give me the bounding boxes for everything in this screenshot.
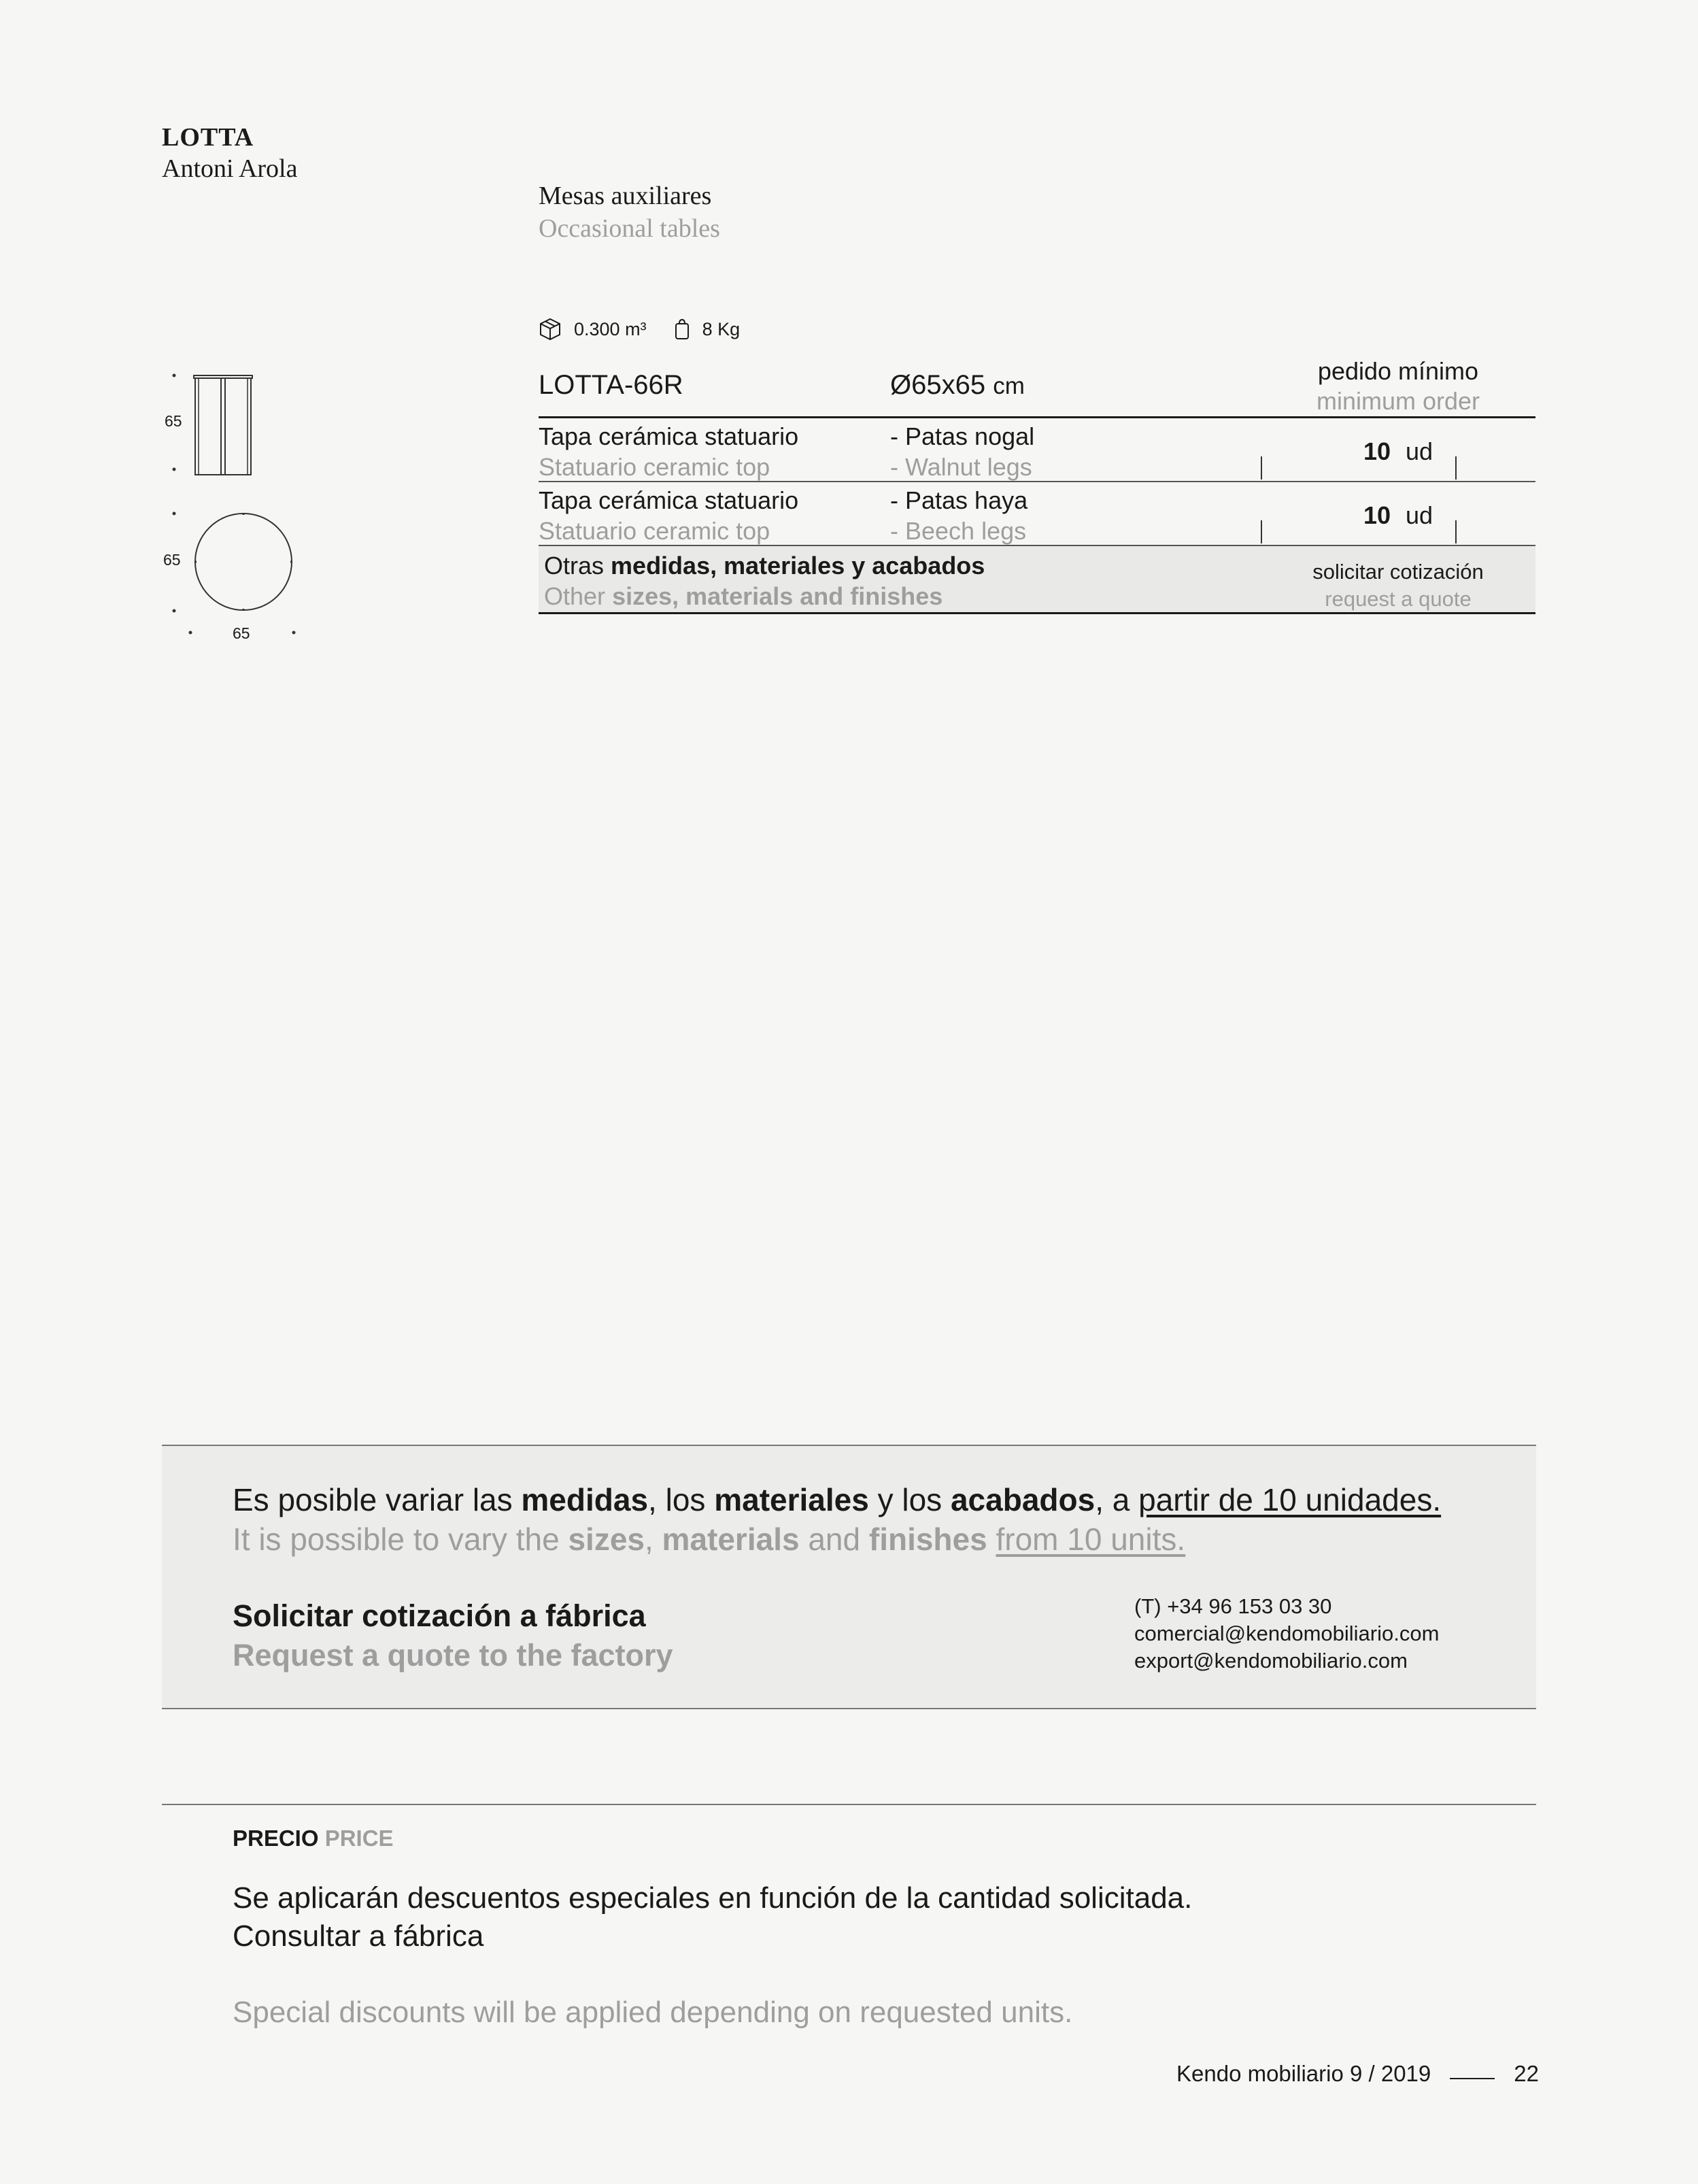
dimension-unit: cm (993, 373, 1025, 399)
footer-divider (1450, 2078, 1495, 2079)
price-title-en: PRICE (324, 1826, 394, 1851)
factory-quote-title-en: Request a quote to the factory (233, 1638, 673, 1673)
qty-divider (1455, 456, 1457, 480)
contact-info (1134, 1593, 1439, 1675)
customization-text-en: It is possible to vary the sizes, materials and finishes from 10 units. (233, 1522, 1186, 1557)
category-es: Mesas auxiliares (539, 182, 712, 210)
box-icon (539, 317, 562, 341)
weight-icon (674, 318, 690, 341)
product-dimension (890, 370, 1025, 401)
min-order-qty (1261, 501, 1535, 530)
top-material-es: Tapa cerámica statuario (539, 422, 799, 450)
qty-value: 10 (1363, 501, 1391, 529)
qty-divider (1261, 520, 1262, 543)
designer-name: Antoni Arola (162, 154, 298, 183)
front-view-drawing (194, 375, 252, 475)
top-material-es: Tapa cerámica statuario (539, 486, 799, 514)
min-order-en: minimum order (1316, 387, 1480, 415)
qty-divider (1455, 520, 1457, 543)
front-height-label: 65 (165, 412, 182, 430)
qty-unit: ud (1406, 437, 1433, 465)
technical-drawings (156, 360, 313, 650)
price-divider (162, 1804, 1536, 1805)
customization-text-es: Es posible variar las medidas, los materiales y los acabados, a partir de 10 unidades. (233, 1482, 1442, 1517)
factory-quote-title-es: Solicitar cotización a fábrica (233, 1598, 646, 1633)
other-options-en: Other sizes, materials and finishes (544, 582, 943, 610)
page-footer (1176, 2061, 1539, 2087)
category-en: Occasional tables (539, 214, 720, 243)
request-quote-es: solicitar cotización (1312, 560, 1484, 584)
min-units-link-en[interactable]: from 10 units. (996, 1522, 1186, 1557)
table-row (539, 482, 1535, 546)
dimension-value: Ø65x65 (890, 370, 986, 400)
weight-value: 8 Kg (702, 318, 741, 339)
phone-number[interactable]: (T) +34 96 153 03 30 (1134, 1594, 1332, 1618)
legs-material-en: - Beech legs (890, 517, 1027, 545)
qty-divider (1261, 456, 1262, 480)
catalog-name: Kendo mobiliario 9 / 2019 (1176, 2061, 1431, 2086)
qty-unit: ud (1406, 501, 1433, 529)
product-code: LOTTA-66R (539, 370, 683, 400)
price-text-es-2: Consultar a fábrica (233, 1919, 484, 1953)
price-text-en: Special discounts will be applied depending on requested units. (233, 1996, 1073, 2029)
page-number: 22 (1514, 2061, 1539, 2086)
volume-value: 0.300 m³ (574, 318, 647, 339)
product-table (539, 354, 1535, 614)
min-order-qty (1261, 437, 1535, 466)
product-name: LOTTA (162, 123, 254, 152)
legs-material-en: - Walnut legs (890, 453, 1032, 481)
qty-value: 10 (1363, 437, 1391, 465)
top-material-en: Statuario ceramic top (539, 453, 770, 481)
request-quote-link[interactable] (1261, 558, 1535, 613)
top-width-label: 65 (233, 624, 250, 642)
top-depth-label: 65 (163, 551, 181, 569)
legs-material-es: - Patas haya (890, 486, 1028, 514)
price-title (233, 1826, 394, 1851)
email-export[interactable]: export@kendomobiliario.com (1134, 1649, 1408, 1673)
table-header (539, 354, 1535, 418)
price-title-es: PRECIO (233, 1826, 319, 1851)
other-options-es: Otras medidas, materiales y acabados (544, 552, 985, 579)
top-view-drawing (194, 513, 292, 611)
min-units-link-es[interactable]: partir de 10 unidades. (1138, 1482, 1442, 1517)
table-row (539, 418, 1535, 482)
other-options-row[interactable] (539, 546, 1535, 614)
price-text-es-1: Se aplicarán descuentos especiales en función de la cantidad solicitada. (233, 1881, 1193, 1915)
min-order-header (1261, 356, 1535, 416)
specs-row (539, 317, 740, 341)
legs-material-es: - Patas nogal (890, 422, 1035, 450)
request-quote-en: request a quote (1325, 587, 1472, 611)
customization-info-box (162, 1445, 1536, 1709)
top-material-en: Statuario ceramic top (539, 517, 770, 545)
min-order-es: pedido mínimo (1317, 357, 1479, 385)
email-commercial[interactable]: comercial@kendomobiliario.com (1134, 1622, 1440, 1645)
